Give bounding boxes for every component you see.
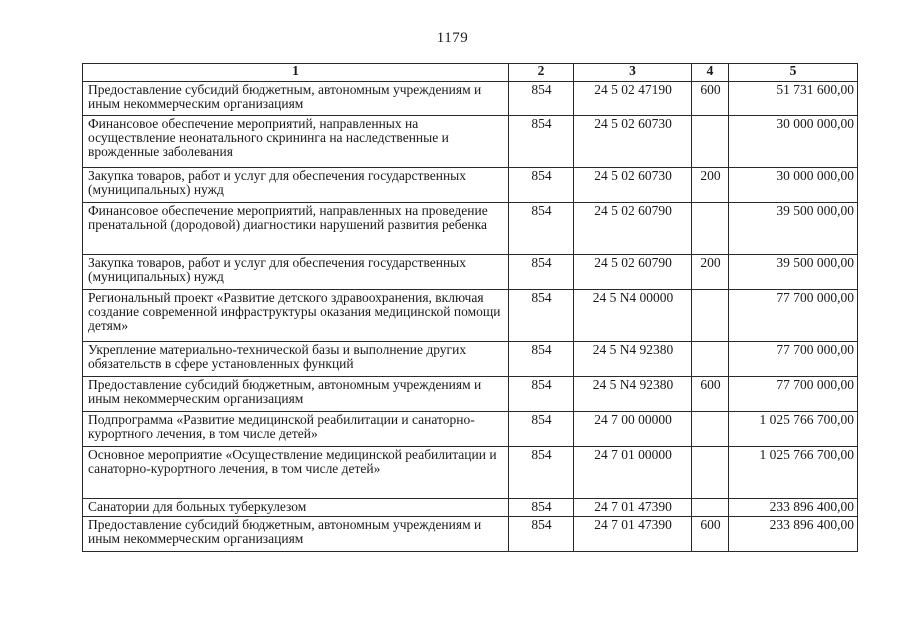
- row-target-code: 24 5 N4 92380: [574, 342, 692, 377]
- row-ministry-code: 854: [509, 82, 574, 116]
- row-target-code: 24 7 00 00000: [574, 412, 692, 447]
- table-body: [83, 82, 858, 552]
- row-amount: 233 896 400,00: [729, 517, 858, 552]
- row-expense-type: [692, 342, 729, 377]
- row-expense-type: 200: [692, 168, 729, 203]
- row-amount: 39 500 000,00: [729, 203, 858, 255]
- row-name: Финансовое обеспечение мероприятий, направленных на осуществление неонатального скрининга на наследственные и врожденные заболевания: [83, 116, 509, 168]
- row-name: Региональный проект «Развитие детского здравоохранения, включая создание современной инфраструктуры оказания медицинской помощи детям»: [83, 290, 509, 342]
- row-target-code: 24 7 01 47390: [574, 499, 692, 517]
- table-row: [83, 82, 858, 116]
- row-name: Основное мероприятие «Осуществление медицинской реабилитации и санаторно-курортного лечения, в том числе детей»: [83, 447, 509, 499]
- row-amount: 39 500 000,00: [729, 255, 858, 290]
- row-name: Закупка товаров, работ и услуг для обеспечения государственных (муниципальных) нужд: [83, 255, 509, 290]
- page-number: 1179: [436, 30, 469, 46]
- row-name: Предоставление субсидий бюджетным, автономным учреждениям и иным некоммерческим организациям: [83, 82, 509, 116]
- row-target-code: 24 5 02 60730: [574, 168, 692, 203]
- row-target-code: 24 7 01 00000: [574, 447, 692, 499]
- table-row: [83, 447, 858, 499]
- row-expense-type: [692, 447, 729, 499]
- row-amount: 1 025 766 700,00: [729, 412, 858, 447]
- header-col-1: 1: [83, 64, 509, 82]
- row-name: Укрепление материально-технической базы и выполнение других обязательств в сфере установленных функций: [83, 342, 509, 377]
- row-amount: 77 700 000,00: [729, 290, 858, 342]
- row-expense-type: [692, 290, 729, 342]
- row-amount: 233 896 400,00: [729, 499, 858, 517]
- table-row: [83, 342, 858, 377]
- row-name: Закупка товаров, работ и услуг для обеспечения государственных (муниципальных) нужд: [83, 168, 509, 203]
- row-ministry-code: 854: [509, 290, 574, 342]
- row-expense-type: 200: [692, 255, 729, 290]
- row-target-code: 24 5 02 60790: [574, 203, 692, 255]
- row-name: Предоставление субсидий бюджетным, автономным учреждениям и иным некоммерческим организациям: [83, 377, 509, 412]
- row-amount: 30 000 000,00: [729, 168, 858, 203]
- row-target-code: 24 5 N4 92380: [574, 377, 692, 412]
- row-ministry-code: 854: [509, 499, 574, 517]
- budget-table: [82, 63, 858, 552]
- row-target-code: 24 7 01 47390: [574, 517, 692, 552]
- header-col-5: 5: [729, 64, 858, 82]
- table-row: [83, 203, 858, 255]
- row-name: Предоставление субсидий бюджетным, автономным учреждениям и иным некоммерческим организациям: [83, 517, 509, 552]
- row-expense-type: 600: [692, 82, 729, 116]
- row-target-code: 24 5 02 60730: [574, 116, 692, 168]
- row-ministry-code: 854: [509, 116, 574, 168]
- table-row: [83, 377, 858, 412]
- row-expense-type: [692, 499, 729, 517]
- row-name: Подпрограмма «Развитие медицинской реабилитации и санаторно-курортного лечения, в том числе детей»: [83, 412, 509, 447]
- table-row: [83, 168, 858, 203]
- table-header-row: [83, 64, 858, 82]
- row-target-code: 24 5 02 47190: [574, 82, 692, 116]
- row-target-code: 24 5 N4 00000: [574, 290, 692, 342]
- row-expense-type: [692, 116, 729, 168]
- header-col-3: 3: [574, 64, 692, 82]
- row-expense-type: 600: [692, 517, 729, 552]
- row-ministry-code: 854: [509, 255, 574, 290]
- row-ministry-code: 854: [509, 447, 574, 499]
- table-row: [83, 517, 858, 552]
- header-col-4: 4: [692, 64, 729, 82]
- row-expense-type: 600: [692, 377, 729, 412]
- row-amount: 77 700 000,00: [729, 342, 858, 377]
- row-amount: 77 700 000,00: [729, 377, 858, 412]
- header-col-2: 2: [509, 64, 574, 82]
- table-row: [83, 290, 858, 342]
- row-name: Санатории для больных туберкулезом: [83, 499, 509, 517]
- row-ministry-code: 854: [509, 412, 574, 447]
- table-row: [83, 255, 858, 290]
- row-ministry-code: 854: [509, 517, 574, 552]
- row-target-code: 24 5 02 60790: [574, 255, 692, 290]
- row-amount: 1 025 766 700,00: [729, 447, 858, 499]
- row-ministry-code: 854: [509, 377, 574, 412]
- row-amount: 30 000 000,00: [729, 116, 858, 168]
- table-row: [83, 116, 858, 168]
- row-name: Финансовое обеспечение мероприятий, направленных на проведение пренатальной (дородовой) диагностики нарушений развития ребенка: [83, 203, 509, 255]
- row-expense-type: [692, 203, 729, 255]
- row-ministry-code: 854: [509, 342, 574, 377]
- table-row: [83, 499, 858, 517]
- row-ministry-code: 854: [509, 168, 574, 203]
- row-expense-type: [692, 412, 729, 447]
- row-amount: 51 731 600,00: [729, 82, 858, 116]
- row-ministry-code: 854: [509, 203, 574, 255]
- table-row: [83, 412, 858, 447]
